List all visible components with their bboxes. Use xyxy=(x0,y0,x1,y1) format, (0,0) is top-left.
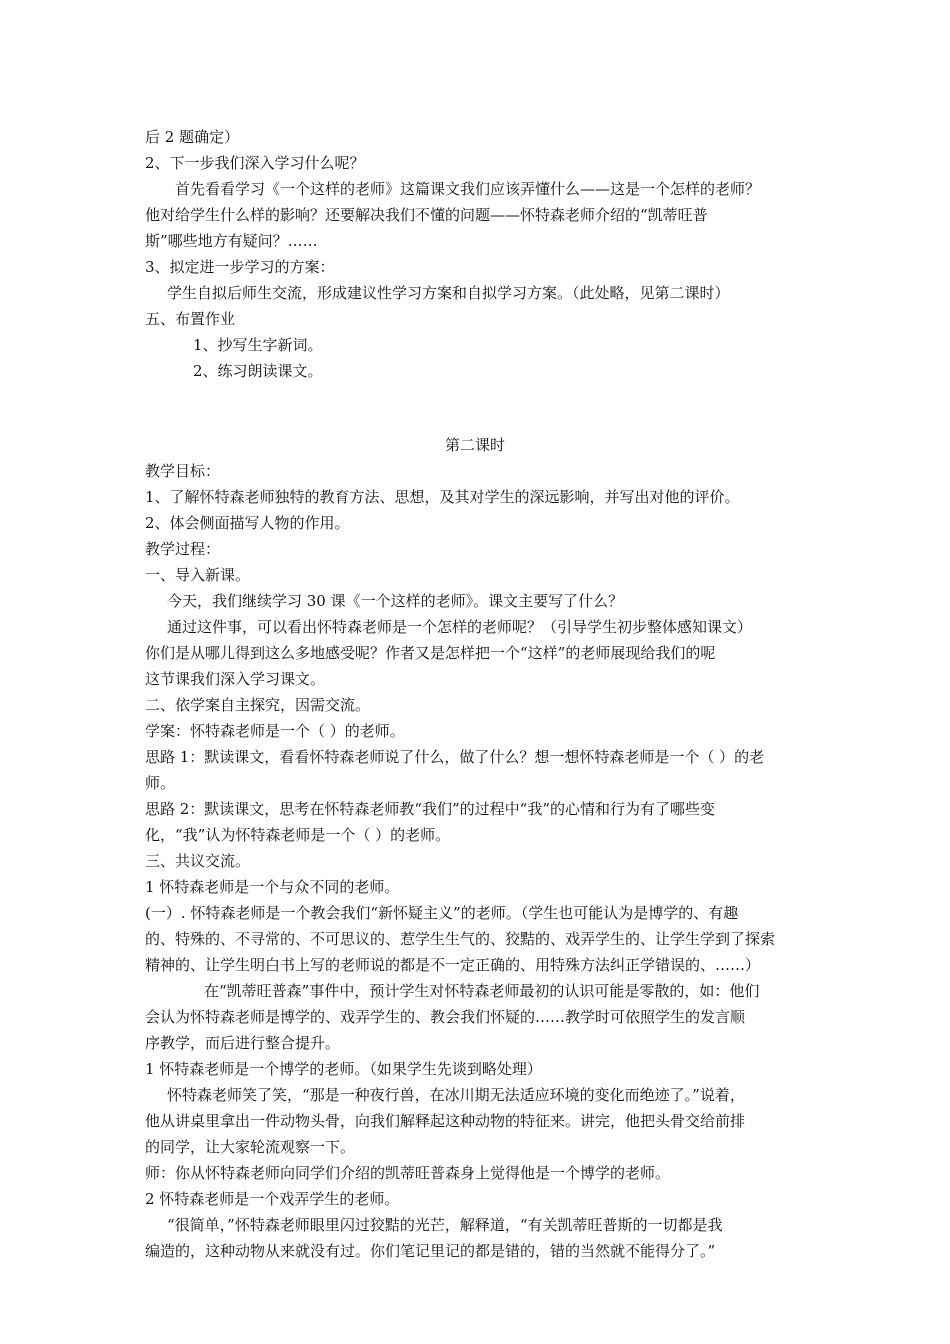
section-heading: 一、导入新课。 xyxy=(145,566,251,584)
text-line: 2、体会侧面描写人物的作用。 xyxy=(145,514,350,532)
text-line: 他对给学生什么样的影响？还要解决我们不懂的问题——怀特森老师介绍的“凯蒂旺普 xyxy=(145,206,708,224)
text-line: 通过这件事，可以看出怀特森老师是一个怎样的老师呢？（引导学生初步整体感知课文） xyxy=(167,618,753,636)
text-line: 今天，我们继续学习 30 课《一个这样的老师》。课文主要写了什么？ xyxy=(167,592,624,610)
text-line: 2 怀特森老师是一个戏弄学生的老师。 xyxy=(145,1190,400,1208)
section-heading: 教学过程： xyxy=(145,540,221,558)
text-line: 的、特殊的、不寻常的、不可思议的、惹学生生气的、狡黠的、戏弄学生的、让学生学到了探索 xyxy=(145,930,776,948)
text-line: 这节课我们深入学习课文。 xyxy=(145,670,326,688)
text-line: 在“凯蒂旺普森”事件中，预计学生对怀特森老师最初的认识可能是零散的，如：他们 xyxy=(204,982,760,1000)
text-line: (一）. 怀特森老师是一个教会我们“新怀疑主义”的老师。（学生也可能认为是博学的、有趣 xyxy=(145,904,739,922)
text-line: 师：你从怀特森老师向同学们介绍的凯蒂旺普森身上觉得他是一个博学的老师。 xyxy=(145,1164,671,1182)
section-heading: 三、共议交流。 xyxy=(145,852,251,870)
section-heading: 教学目标： xyxy=(145,462,221,480)
text-line: 精神的、让学生明白书上写的老师说的都是不一定正确的、用特殊方法纠正学错误的、……） xyxy=(145,956,761,974)
text-line: 化，“我”认为怀特森老师是一个（ ）的老师。 xyxy=(145,826,451,844)
text-line: 学案：怀特森老师是一个（ ）的老师。 xyxy=(145,722,405,740)
text-line: 学生自拟后师生交流，形成建议性学习方案和自拟学习方案。（此处略，见第二课时） xyxy=(167,284,730,302)
text-line: 思路 2：默读课文，思考在怀特森老师教“我们”的过程中“我”的心情和行为有了哪些变 xyxy=(145,800,715,818)
text-line: 编造的，这种动物从来就没有过。你们笔记里记的都是错的，错的当然就不能得分了。” xyxy=(145,1242,716,1260)
text-line: 斯”哪些地方有疑问？…… xyxy=(145,232,318,250)
text-line: 思路 1：默读课文，看看怀特森老师说了什么，做了什么？想一想怀特森老师是一个（ ）的老 xyxy=(145,748,765,766)
text-line: 序教学，而后进行整合提升。 xyxy=(145,1034,341,1052)
text-line: 1 怀特森老师是一个与众不同的老师。 xyxy=(145,878,400,896)
section-heading: 五、布置作业 xyxy=(145,310,236,328)
text-line: 1 怀特森老师是一个博学的老师。（如果学生先谈到略处理） xyxy=(145,1060,542,1078)
text-line: 他从讲桌里拿出一件动物头骨，向我们解释起这种动物的特征来。讲完，他把头骨交给前排 xyxy=(145,1112,746,1130)
section-heading: 二、依学案自主探究，因需交流。 xyxy=(145,696,371,714)
text-line: 首先看看学习《一个这样的老师》这篇课文我们应该弄懂什么——这是一个怎样的老师？ xyxy=(175,180,761,198)
text-line: 怀特森老师笑了笑，“那是一种夜行兽，在冰川期无法适应环境的变化而绝迹了。”说着， xyxy=(167,1086,745,1104)
text-line: 2、下一步我们深入学习什么呢？ xyxy=(145,154,365,172)
text-line: 后 2 题确定） xyxy=(145,128,240,146)
text-line: 会认为怀特森老师是博学的、戏弄学生的、教会我们怀疑的……教学时可依照学生的发言顺 xyxy=(145,1008,746,1026)
list-item: 2、练习朗读课文。 xyxy=(193,362,323,380)
text-line: 的同学，让大家轮流观察一下。 xyxy=(145,1138,356,1156)
text-line: 1、了解怀特森老师独特的教育方法、思想，及其对学生的深远影响，并写出对他的评价。 xyxy=(145,488,740,506)
lesson-title: 第二课时 xyxy=(444,436,505,454)
list-item: 1、抄写生字新词。 xyxy=(193,336,323,354)
text-line: 3、拟定进一步学习的方案： xyxy=(145,258,335,276)
text-line: “很简单，”怀特森老师眼里闪过狡黠的光芒，解释道，“有关凯蒂旺普斯的一切都是我 xyxy=(167,1216,723,1234)
text-line: 你们是从哪儿得到这么多地感受呢？作者又是怎样把一个“这样”的老师展现给我们的呢 xyxy=(145,644,716,662)
text-line: 师。 xyxy=(145,774,176,792)
